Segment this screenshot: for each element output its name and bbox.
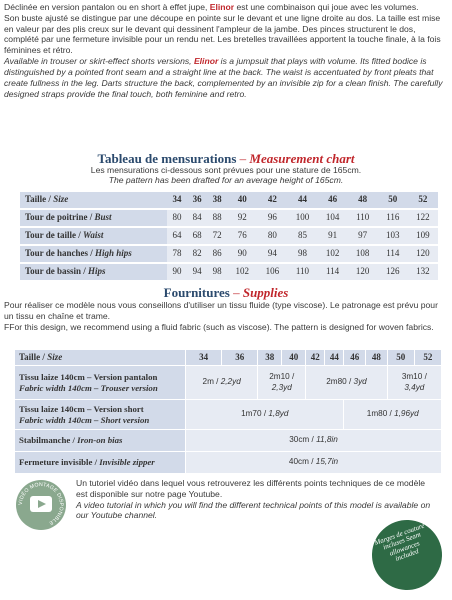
- size-cell: 48: [366, 350, 388, 366]
- value-cell: 92: [227, 210, 257, 226]
- value-cell: 110: [287, 264, 317, 280]
- size-cell: 46: [344, 350, 366, 366]
- size-cell: 34: [167, 192, 187, 208]
- video-badge: [16, 480, 66, 530]
- intro-text: [4, 2, 448, 99]
- value-cell: 94: [257, 246, 287, 262]
- size-cell: 36: [222, 350, 258, 366]
- size-cell: 50: [387, 350, 414, 366]
- value-cell: 80: [257, 228, 287, 244]
- value-cell: 94: [187, 264, 207, 280]
- value-cell: 110: [348, 210, 378, 226]
- size-cell: 50: [378, 192, 408, 208]
- supplies-text-en: FFor this design, we recommend using a fluid fabric (such as viscose). The pattern is designed for woven fabrics.: [4, 321, 434, 332]
- value-cell: 88: [207, 210, 227, 226]
- value-cell: 80: [167, 210, 187, 226]
- supplies-text-fr: Pour réaliser ce modèle nous vous conseillons d'utiliser un tissu fluide (type viscose). Le patronage est prévu pour un tissu en chaîne et trame.: [4, 300, 438, 321]
- size-header: Taille / Size: [20, 192, 167, 208]
- value-cell: 114: [318, 264, 348, 280]
- value-cell: 91: [318, 228, 348, 244]
- measurement-subtitle: Les mensurations ci-dessous sont prévues pour une stature de 165cm. The pattern has been drafted for an average height of 165cm.: [90, 165, 362, 185]
- value-cell: 103: [378, 228, 408, 244]
- size-header: Taille / Size: [15, 350, 186, 366]
- video-text-en: A video tutorial in which you will find the different technical points of this model is available on our Youtube channel.: [76, 499, 431, 521]
- value-cell: 72: [207, 228, 227, 244]
- supplies-table: [14, 349, 442, 474]
- value-cell: 114: [378, 246, 408, 262]
- value-cell: 86: [207, 246, 227, 262]
- size-cell: 42: [257, 192, 287, 208]
- row-label-high-hips: Tour de hanches / High hips: [20, 246, 167, 262]
- size-cell: 44: [325, 350, 344, 366]
- measurement-title: Tableau de mensurations – Measurement chart: [97, 151, 355, 166]
- value-cell: 132: [408, 264, 438, 280]
- value-cell: 126: [378, 264, 408, 280]
- value-cell: 30cm / 11,8in: [186, 430, 442, 452]
- value-cell: 106: [257, 264, 287, 280]
- value-cell: 98: [207, 264, 227, 280]
- table-row: [20, 264, 438, 280]
- size-cell: 44: [287, 192, 317, 208]
- intro-en: Available in trouser or skirt-effect shorts versions, Elinor is a jumpsuit that plays with volume. Its fitted bodice is distinguished by a pointed front seam and a straight line at the back. The waist is accentuated by front pleats that create fullness in the leg. Darts structure the back, complemented by an invisible zip for a clean finish. The carefully designed straps provide the final touch, both feminine and retro.: [4, 56, 443, 99]
- value-cell: 78: [167, 246, 187, 262]
- value-cell: 90: [167, 264, 187, 280]
- value-cell: 120: [408, 246, 438, 262]
- size-cell: 48: [348, 192, 378, 208]
- table-row: [20, 246, 438, 262]
- size-cell: 42: [306, 350, 325, 366]
- table-row: [20, 228, 438, 244]
- value-cell: 64: [167, 228, 187, 244]
- intro-fr-2: Son buste ajusté se distingue par une découpe en pointe sur le devant et une ligne droite au dos. La taille est mise en valeur par des plis creux sur le devant qui dessinent l'ampleur de la jambe. Des pinces structurent le dos, complété par une fermeture invisible pour un rendu net. Les bretelles travaillées apportent la touche finale, à la fois féminines et rétro.: [4, 12, 441, 56]
- value-cell: 40cm / 15,7in: [186, 452, 442, 474]
- measurement-table: [20, 190, 438, 282]
- row-label-short: Tissu laize 140cm – Version short Fabric width 140cm – Short version: [15, 400, 186, 430]
- size-cell: 52: [408, 192, 438, 208]
- value-cell: 90: [227, 246, 257, 262]
- seam-allowance-badge: [362, 510, 452, 600]
- row-label-bias: Stabilmanche / Iron-on bias: [15, 430, 186, 452]
- row-label-trouser: Tissu laize 140cm – Version pantalon Fabric width 140cm – Trouser version: [15, 366, 186, 400]
- seam-badge-text: Marges de couture incluses Seam allowances included: [373, 521, 426, 563]
- value-cell: 2m80 / 3yd: [306, 366, 387, 400]
- value-cell: 1m80 / 1,96yd: [344, 400, 442, 430]
- value-cell: 68: [187, 228, 207, 244]
- value-cell: 100: [287, 210, 317, 226]
- video-text-fr: Un tutoriel vidéo dans lequel vous retrouverez les différents points techniques de ce modèle est disponible sur notre page Youtube.: [76, 478, 426, 499]
- video-text: [76, 478, 436, 521]
- table-row-trouser: [15, 366, 442, 400]
- value-cell: 1m70 / 1,8yd: [186, 400, 344, 430]
- value-cell: 82: [187, 246, 207, 262]
- size-cell: 34: [186, 350, 222, 366]
- row-label-hips: Tour de bassin / Hips: [20, 264, 167, 280]
- size-cell: 40: [282, 350, 306, 366]
- supplies-title: Fournitures – Supplies: [163, 285, 289, 300]
- value-cell: 2m / 2,2yd: [186, 366, 258, 400]
- value-cell: 102: [227, 264, 257, 280]
- row-label-waist: Tour de taille / Waist: [20, 228, 167, 244]
- brand-name-en: Elinor: [193, 56, 219, 67]
- size-cell: 52: [414, 350, 441, 366]
- intro-fr-1: Déclinée en version pantalon ou en short à effet jupe, Elinor est une combinaison qui joue avec les volumes.: [4, 2, 419, 12]
- size-cell: 38: [258, 350, 282, 366]
- play-triangle-icon: [38, 500, 46, 508]
- value-cell: 3m10 / 3,4yd: [387, 366, 441, 400]
- value-cell: 109: [408, 228, 438, 244]
- supplies-text: [4, 300, 448, 332]
- svg-text:VIDÉO MONTAGE DISPONIBLE: VIDÉO MONTAGE DISPONIBLE: [17, 481, 65, 526]
- brand-name: Elinor: [209, 2, 235, 12]
- row-label-bust: Tour de poitrine / Bust: [20, 210, 167, 226]
- row-label-zipper: Fermeture invisible / Invisible zipper: [15, 452, 186, 474]
- value-cell: 2m10 / 2,3yd: [258, 366, 306, 400]
- value-cell: 108: [348, 246, 378, 262]
- value-cell: 120: [348, 264, 378, 280]
- measurement-header-row: [20, 192, 438, 208]
- value-cell: 98: [287, 246, 317, 262]
- table-row-short: [15, 400, 442, 430]
- value-cell: 102: [318, 246, 348, 262]
- table-row-bias: [15, 430, 442, 452]
- value-cell: 76: [227, 228, 257, 244]
- value-cell: 84: [187, 210, 207, 226]
- value-cell: 122: [408, 210, 438, 226]
- supplies-header-row: [15, 350, 442, 366]
- value-cell: 85: [287, 228, 317, 244]
- value-cell: 96: [257, 210, 287, 226]
- size-cell: 38: [207, 192, 227, 208]
- table-row: [20, 210, 438, 226]
- table-row-zipper: [15, 452, 442, 474]
- size-cell: 46: [318, 192, 348, 208]
- value-cell: 104: [318, 210, 348, 226]
- value-cell: 116: [378, 210, 408, 226]
- value-cell: 97: [348, 228, 378, 244]
- size-cell: 36: [187, 192, 207, 208]
- size-cell: 40: [227, 192, 257, 208]
